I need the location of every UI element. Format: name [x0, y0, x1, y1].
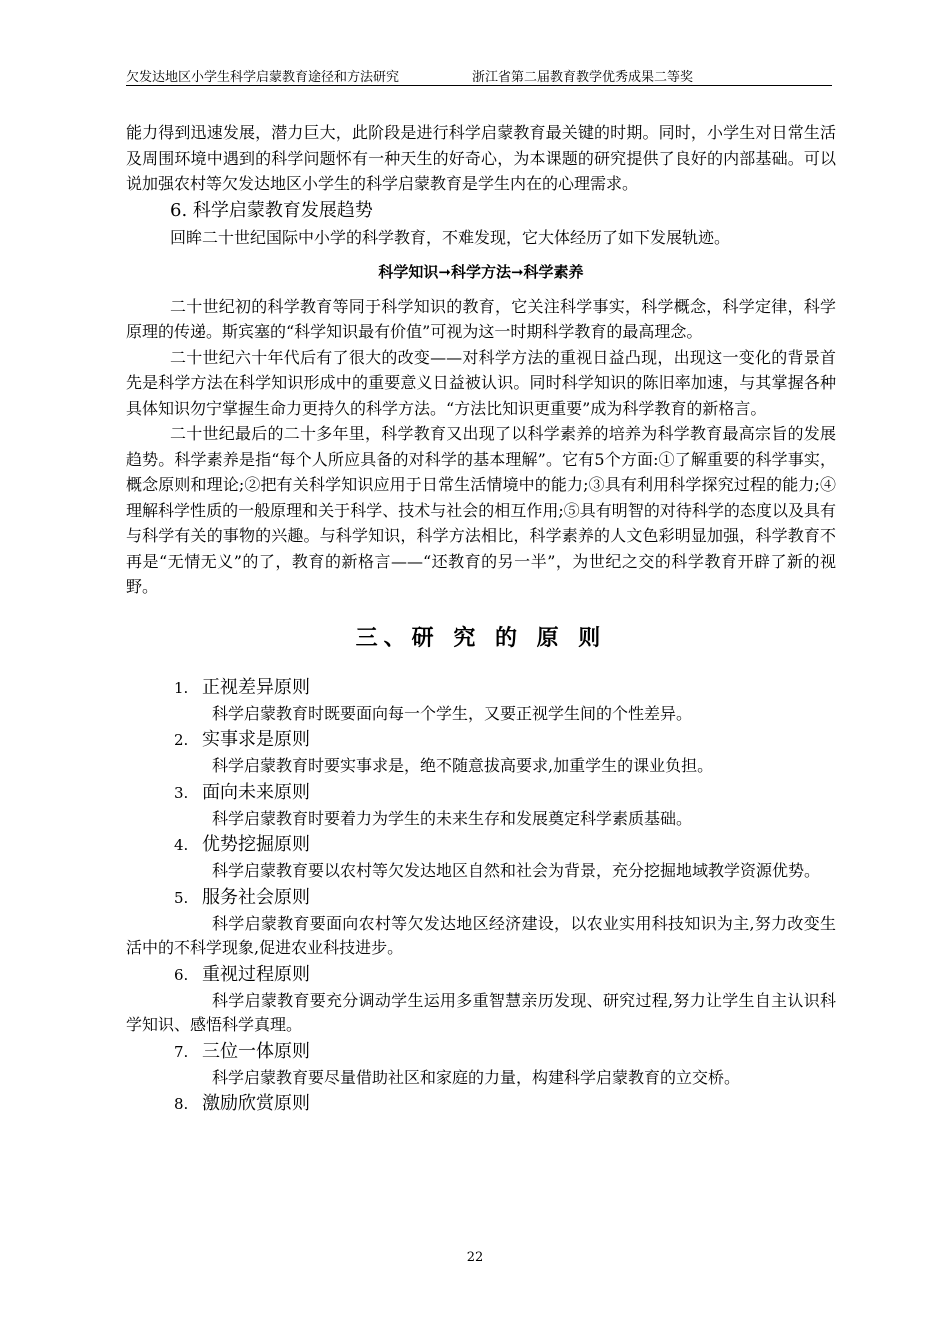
principle-number: 5. — [174, 888, 189, 907]
principle-title-text: 三位一体原则 — [202, 1040, 310, 1062]
principle-title — [126, 961, 836, 989]
principle-description: 科学启蒙教育时既要面向每一个学生，又要正视学生间的个性差异。 — [212, 703, 693, 723]
trend-paragraph-2: 二十世纪六十年代后有了很大的改变——对科学方法的重视日益凸现，出现这一变化的背景首先是科学方法在科学知识形成中的重要意义日益被认识。同时科学知识的陈旧率加速，与其掌握各种具体知识勿宁掌握生命力更持久的科学方法。“方法比知识更重要”成为科学教育的新格言。 — [126, 347, 836, 418]
principle-title-text: 重视过程原则 — [202, 963, 310, 985]
principle-title — [126, 726, 836, 754]
principle-title-text: 面向未来原则 — [202, 781, 310, 803]
principle-item — [126, 831, 836, 884]
principle-number: 6. — [174, 965, 189, 984]
header-title-left: 欠发达地区小学生科学启蒙教育途径和方法研究 — [126, 70, 400, 85]
page-content — [126, 120, 836, 1118]
principle-description: 科学启蒙教育要以农村等欠发达地区自然和社会为背景，充分挖掘地域教学资源优势。 — [212, 861, 821, 880]
page-header — [126, 64, 832, 86]
intro-paragraph: 能力得到迅速发展，潜力巨大，此阶段是进行科学启蒙教育最关键的时期。同时，小学生对日常生活及周围环境中遇到的科学问题怀有一种天生的好奇心，为本课题的研究提供了良好的内部基础。可以说加强农村等欠发达地区小学生的科学启蒙教育是学生内在的心理需求。 — [126, 123, 836, 193]
principle-description: 科学启蒙教育要尽量借助社区和家庭的力量，构建科学启蒙教育的立交桥。 — [212, 1067, 741, 1087]
principle-description: 科学启蒙教育要充分调动学生运用多重智慧亲历发现、研究过程,努力让学生自主认识科学知识、感悟科学真理。 — [126, 990, 836, 1034]
principle-number: 3. — [174, 783, 189, 802]
principle-title — [126, 884, 836, 912]
principle-title — [126, 831, 836, 859]
principle-title — [126, 1038, 836, 1066]
principle-description: 科学启蒙教育要面向农村等欠发达地区经济建设，以农业实用科技知识为主,努力改变生活中的不科学现象,促进农业科技进步。 — [126, 913, 836, 957]
header-title-right: 浙江省第二届教育教学优秀成果二等奖 — [472, 70, 694, 85]
subsection-lead: 回眸二十世纪国际中小学的科学教育，不难发现，它大体经历了如下发展轨迹。 — [170, 227, 731, 247]
principle-item — [126, 1090, 836, 1118]
principle-title — [126, 674, 836, 702]
principle-title — [126, 779, 836, 807]
principle-title-text: 优势挖掘原则 — [202, 834, 310, 855]
principle-number: 4. — [174, 836, 189, 854]
principle-number: 2. — [174, 731, 189, 749]
principle-description: 科学启蒙教育时要实事求是，绝不随意拔高要求,加重学生的课业负担。 — [212, 756, 714, 775]
principle-title-text: 正视差异原则 — [202, 676, 310, 698]
page-number: 22 — [466, 1250, 484, 1265]
trend-paragraph-3: 二十世纪最后的二十多年里，科学教育又出现了以科学素养的培养为科学教育最高宗旨的发展趋势。科学素养是指“每个人所应具备的对科学的基本理解”。它有5个方面:①了解重要的科学事实，概念原则和理论;②把有关科学知识应用于日常生活情境中的能力;③具有利用科学探究过程的能力;④理解科学性质的一般原理和关于科学、技术与社会的相互作用;⑤具有明智的对待科学的态度以及具有与科学有关的事物的兴趣。与科学知识，科学方法相比，科学素养的人文色彩明显加强，科学教育不再是“无情无义”的了，教育的新格言——“还教育的另一半”，为世纪之交的科学教育开辟了新的视野。 — [126, 424, 836, 596]
principle-number: 7. — [174, 1042, 189, 1061]
principle-title-text: 实事求是原则 — [202, 729, 310, 750]
principle-title-text: 激励欣赏原则 — [202, 1093, 310, 1114]
principle-item — [126, 884, 836, 961]
section-title: 三、研 究 的 原 则 — [355, 625, 607, 651]
principle-item — [126, 961, 836, 1038]
principle-item — [126, 726, 836, 779]
principle-title-text: 服务社会原则 — [202, 886, 310, 908]
development-formula: 科学知识➞科学方法➞科学素养 — [378, 262, 584, 281]
principle-number: 8. — [174, 1095, 189, 1113]
principle-item — [126, 1038, 836, 1091]
principle-item — [126, 674, 836, 727]
principle-description: 科学启蒙教育时要着力为学生的未来生存和发展奠定科学素质基础。 — [212, 808, 693, 828]
trend-paragraph-1: 二十世纪初的科学教育等同于科学知识的教育，它关注科学事实，科学概念，科学定律，科学原理的传递。斯宾塞的“科学知识最有价值”可视为这一时期科学教育的最高理念。 — [126, 296, 836, 341]
subsection-heading: 6. 科学启蒙教育发展趋势 — [170, 199, 373, 221]
principle-title — [126, 1090, 836, 1118]
principle-item — [126, 779, 836, 832]
principle-number: 1. — [174, 678, 189, 697]
